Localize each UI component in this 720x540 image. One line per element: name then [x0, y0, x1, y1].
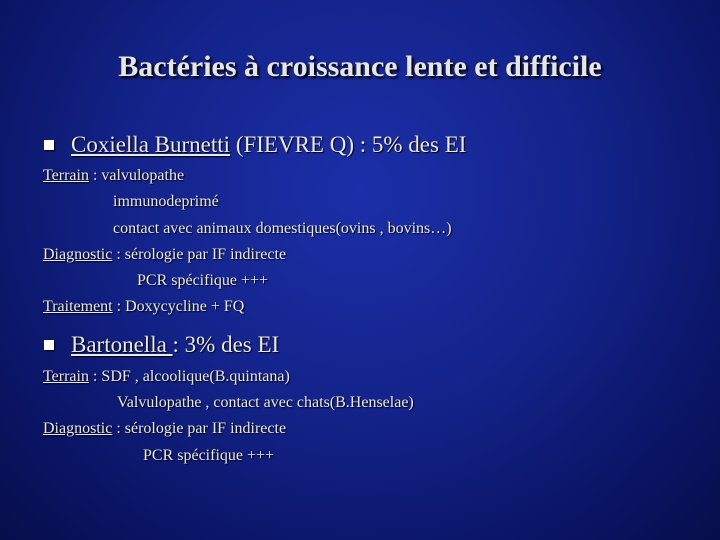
- terrain-line: [43, 368, 290, 386]
- square-bullet-icon: [44, 140, 54, 150]
- diagnostic-text: : sérologie par IF indirecte: [112, 246, 287, 263]
- bullet-bartonella: [44, 332, 279, 358]
- diagnostic-line: [43, 246, 286, 264]
- diagnostic-text: : sérologie par IF indirecte: [112, 420, 287, 437]
- diagnostic-label: Diagnostic: [43, 246, 113, 263]
- terrain-text: : valvulopathe: [88, 167, 185, 184]
- square-bullet-icon: [44, 340, 54, 350]
- terrain-line: contact avec animaux domestiques(ovins , bovins…): [113, 220, 452, 237]
- diagnostic-line: [43, 420, 286, 438]
- bullet-coxiella: [44, 132, 466, 158]
- traitement-line: [43, 298, 244, 316]
- diagnostic-label: Diagnostic: [43, 420, 113, 437]
- bacteria-name: Bartonella: [71, 332, 173, 357]
- bacteria-detail: (FIEVRE Q) : 5% des EI: [230, 132, 467, 157]
- terrain-label: Terrain: [43, 368, 89, 385]
- terrain-line: [43, 167, 184, 185]
- slide-title: Bactéries à croissance lente et difficile: [118, 50, 602, 83]
- traitement-text: : Doxycycline + FQ: [112, 298, 245, 315]
- bacteria-detail: : 3% des EI: [172, 332, 280, 357]
- diagnostic-line: PCR spécifique +++: [137, 272, 269, 289]
- bacteria-name: Coxiella Burnetti: [71, 132, 231, 157]
- traitement-label: Traitement: [43, 298, 113, 315]
- terrain-text: : SDF , alcoolique(B.quintana): [88, 368, 290, 385]
- terrain-line: immunodeprimé: [113, 193, 219, 210]
- diagnostic-line: PCR spécifique +++: [143, 447, 275, 464]
- terrain-label: Terrain: [43, 167, 89, 184]
- terrain-line: Valvulopathe , contact avec chats(B.Henselae): [117, 394, 414, 411]
